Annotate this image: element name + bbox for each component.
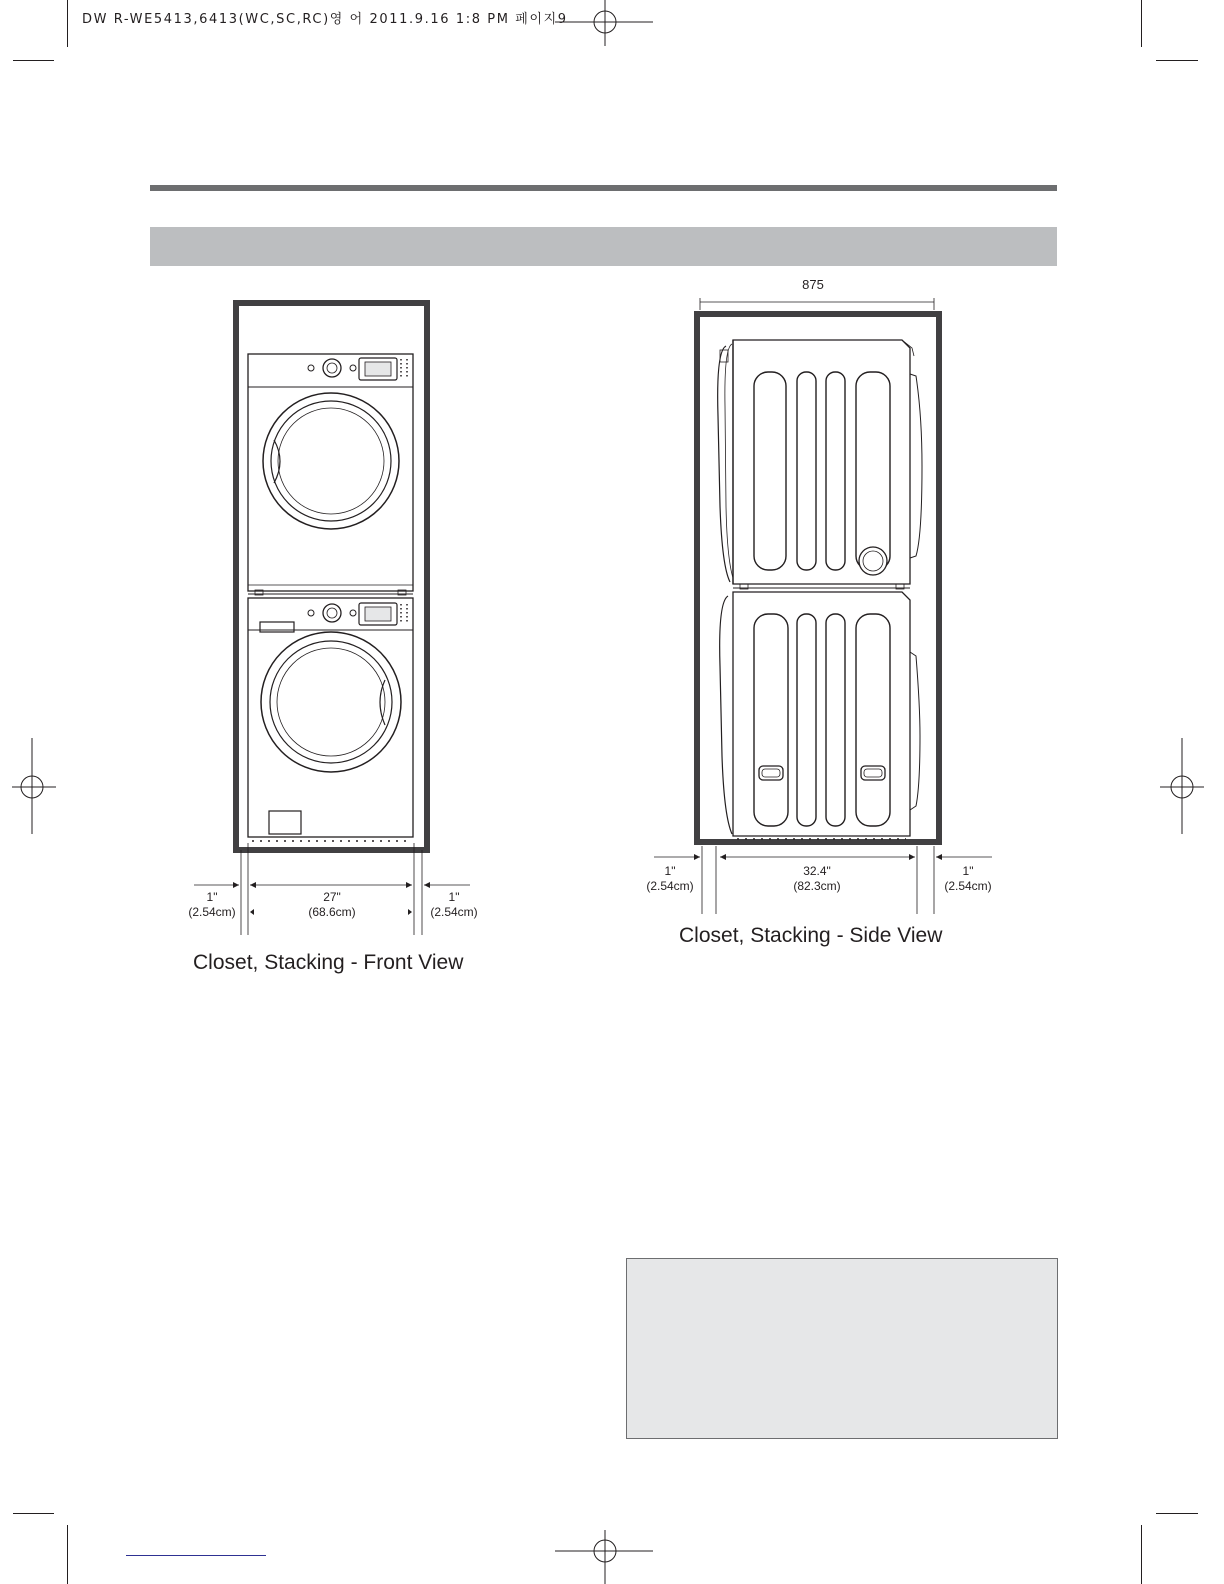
crop-mark-bottom-left-horizontal <box>13 1513 54 1514</box>
side-depth-top-label: 875 <box>802 277 824 292</box>
front-view-illustration <box>170 295 500 945</box>
side-depth-inches: 32.4" <box>803 864 831 878</box>
side-left-clearance-label <box>638 864 702 894</box>
registration-mark-left-icon <box>10 738 58 836</box>
crop-mark-top-left-vertical <box>67 0 68 47</box>
side-right-clearance-label <box>936 864 1000 894</box>
side-right-clearance-cm: (2.54cm) <box>944 879 992 893</box>
crop-mark-top-right-vertical <box>1141 0 1142 47</box>
side-right-clearance-inches: 1" <box>962 864 974 878</box>
side-view-illustration <box>640 296 1000 918</box>
print-slug: DW R-WE5413,6413(WC,SC,RC)영 어 2011.9.16 1:8 PM 페이지9 <box>82 12 568 27</box>
front-right-clearance-cm: (2.54cm) <box>430 905 478 919</box>
front-left-clearance-inches: 1" <box>206 890 218 904</box>
side-view-caption: Closet, Stacking - Side View <box>679 924 943 947</box>
front-width-cm: (68.6cm) <box>308 905 356 919</box>
front-right-clearance-inches: 1" <box>448 890 460 904</box>
footer-link-underline <box>126 1555 266 1556</box>
registration-mark-bottom-icon <box>555 1530 655 1584</box>
side-depth-cm: (82.3cm) <box>793 879 841 893</box>
registration-mark-right-icon <box>1160 738 1208 836</box>
crop-mark-top-right-horizontal <box>1156 60 1198 61</box>
side-left-clearance-cm: (2.54cm) <box>646 879 694 893</box>
registration-mark-top-icon <box>555 0 655 48</box>
side-depth-label <box>780 864 854 894</box>
washer-front-icon <box>248 598 413 841</box>
crop-mark-bottom-left-vertical <box>67 1525 68 1584</box>
section-rule <box>150 185 1057 191</box>
side-left-clearance-inches: 1" <box>664 864 676 878</box>
front-left-clearance-cm: (2.54cm) <box>188 905 236 919</box>
front-left-clearance-label <box>180 890 244 920</box>
section-heading-band <box>150 227 1057 266</box>
crop-mark-top-left-horizontal <box>13 60 54 61</box>
front-right-clearance-label <box>422 890 486 920</box>
front-width-label <box>296 890 368 920</box>
front-view-caption: Closet, Stacking - Front View <box>193 951 464 974</box>
crop-mark-bottom-right-horizontal <box>1156 1513 1198 1514</box>
crop-mark-bottom-right-vertical <box>1141 1525 1142 1584</box>
dryer-front-icon <box>248 354 413 591</box>
washer-side-icon <box>720 592 920 839</box>
dryer-side-icon <box>718 340 922 584</box>
front-width-inches: 27" <box>323 890 341 904</box>
note-box <box>626 1258 1058 1439</box>
